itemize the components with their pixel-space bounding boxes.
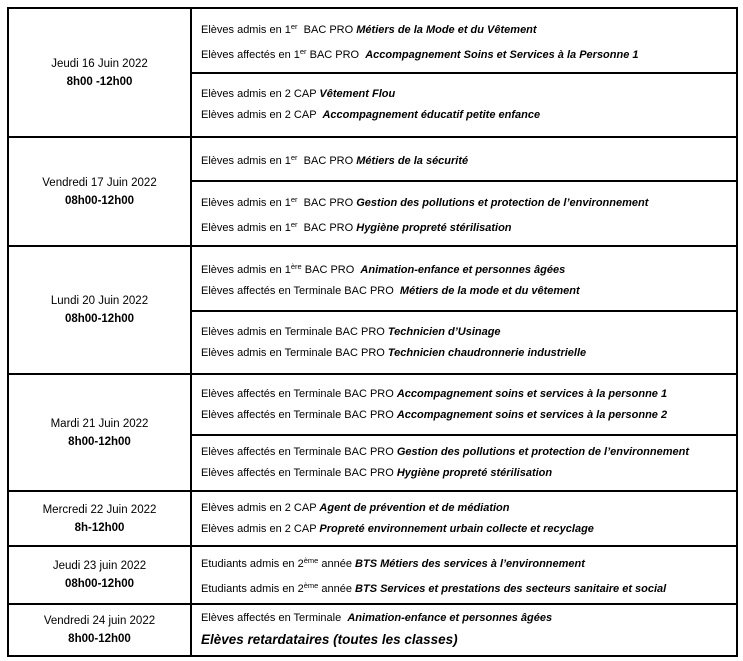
- course-name: Métiers de la Mode et du Vêtement: [356, 23, 537, 36]
- text-segment: Elèves admis en Terminale BAC PRO: [201, 325, 388, 338]
- session-cell: [191, 311, 737, 374]
- text-line: [201, 147, 732, 172]
- time-label: 8h00-12h00: [68, 633, 131, 645]
- ordinal-superscript: er: [290, 21, 298, 31]
- text-segment: Elèves affectés en Terminale BAC PRO: [201, 387, 397, 400]
- text-segment: année: [318, 558, 356, 570]
- date-label: Vendredi 24 juin 2022: [43, 615, 156, 627]
- text-line: [201, 498, 732, 519]
- text-line: [201, 16, 732, 41]
- session-cell: [191, 374, 737, 435]
- text-line: [201, 84, 732, 105]
- course-name: Accompagnement soins et services à la personne 2: [396, 408, 668, 421]
- text-segment: Elèves admis en 1: [201, 221, 291, 234]
- course-name: Gestion des pollutions et protection de l’environnement: [396, 446, 689, 458]
- text-segment: Elèves admis en 2 CAP: [201, 88, 320, 100]
- date-cell: [8, 604, 191, 656]
- text-segment: Elèves affectés en 1: [201, 48, 300, 61]
- text-segment: BAC PRO: [297, 221, 357, 234]
- course-name: Gestion des pollutions et protection de l’environnement: [356, 196, 649, 209]
- course-name: Agent de prévention et de médiation: [319, 501, 510, 514]
- text-line: [201, 463, 732, 484]
- ordinal-superscript: ère: [290, 261, 302, 271]
- session-cell: [191, 246, 737, 311]
- date-label: Mardi 21 Juin 2022: [50, 417, 149, 430]
- session-cell: [191, 435, 737, 491]
- text-line: [201, 214, 732, 239]
- course-name: Animation-enfance et personnes âgées: [347, 612, 553, 624]
- session-cell: [191, 604, 737, 656]
- text-line: [201, 405, 732, 426]
- text-line: [201, 322, 732, 343]
- time-label: 08h00-12h00: [64, 313, 135, 325]
- text-line: [201, 343, 732, 364]
- course-name: Vêtement Flou: [319, 88, 396, 100]
- text-segment: Elèves admis en 1: [201, 154, 291, 167]
- text-segment: BAC PRO: [301, 263, 361, 276]
- text-segment: Elèves affectés en Terminale BAC PRO: [201, 408, 397, 421]
- date-label: Lundi 20 Juin 2022: [50, 295, 149, 307]
- ordinal-superscript: ème: [303, 581, 319, 590]
- course-name: Animation-enfance et personnes âgées: [360, 263, 566, 276]
- text-segment: Elèves affectés en Terminale BAC PRO: [201, 446, 397, 458]
- session-cell: [191, 73, 737, 137]
- course-name: Accompagnement soins et services à la personne 1: [396, 387, 668, 400]
- date-cell: [8, 137, 191, 246]
- text-line: [201, 608, 732, 629]
- date-cell: [8, 491, 191, 546]
- text-line: [201, 41, 732, 66]
- table-row: [8, 137, 737, 181]
- text-line: [201, 575, 732, 600]
- session-cell: [191, 546, 737, 604]
- session-cell: [191, 181, 737, 246]
- course-name: Accompagnement éducatif petite enfance: [322, 109, 541, 121]
- date-label: Mercredi 22 Juin 2022: [42, 503, 157, 516]
- date-label: Vendredi 17 Juin 2022: [42, 176, 157, 189]
- schedule-table: [7, 7, 738, 657]
- course-name: Métiers de la mode et du vêtement: [399, 284, 580, 297]
- text-line: [201, 189, 732, 214]
- time-label: 8h-12h00: [74, 521, 125, 534]
- ordinal-superscript: er: [290, 219, 298, 229]
- text-segment: Elèves affectés en Terminale: [201, 612, 348, 624]
- text-line: [201, 519, 732, 540]
- date-cell: [8, 374, 191, 491]
- time-label: 8h00 -12h00: [66, 75, 133, 88]
- text-segment: Elèves affectés en Terminale BAC PRO: [201, 467, 397, 479]
- text-segment: Elèves admis en 2 CAP: [201, 501, 320, 514]
- text-segment: Elèves admis en Terminale BAC PRO: [201, 346, 388, 359]
- session-cell: [191, 8, 737, 73]
- course-name: Elèves retardataires (toutes les classes): [201, 632, 458, 647]
- session-cell: [191, 491, 737, 546]
- text-segment: BAC PRO: [297, 154, 357, 167]
- date-cell: [8, 546, 191, 604]
- course-name: Accompagnement Soins et Services à la Personne 1: [365, 48, 639, 61]
- table-row: [8, 374, 737, 435]
- text-segment: Elèves affectés en Terminale BAC PRO: [201, 284, 400, 297]
- time-label: 08h00-12h00: [64, 194, 135, 207]
- time-label: 08h00-12h00: [64, 578, 135, 590]
- text-line: [201, 629, 732, 652]
- course-name: Propreté environnement urbain collecte et recyclage: [319, 522, 594, 535]
- text-line: [201, 442, 732, 463]
- course-name: Métiers de la sécurité: [356, 154, 469, 167]
- ordinal-superscript: er: [290, 152, 298, 162]
- text-segment: Elèves admis en 2 CAP: [201, 109, 323, 121]
- date-cell: [8, 8, 191, 137]
- text-line: [201, 384, 732, 405]
- course-name: Hygiène propreté stérilisation: [356, 221, 512, 234]
- text-line: [201, 105, 732, 126]
- text-segment: année: [318, 583, 356, 595]
- text-segment: BAC PRO: [297, 196, 357, 209]
- course-name: Hygiène propreté stérilisation: [396, 467, 553, 479]
- course-name: BTS Services et prestations des secteurs sanitaire et social: [355, 583, 667, 595]
- text-segment: Elèves admis en 2 CAP: [201, 522, 320, 535]
- text-segment: Etudiants admis en 2: [201, 558, 304, 570]
- time-label: 8h00-12h00: [68, 435, 131, 448]
- ordinal-superscript: ème: [303, 556, 319, 565]
- table-row: [8, 246, 737, 311]
- text-segment: BAC PRO: [297, 23, 357, 36]
- table-row: [8, 491, 737, 546]
- text-segment: Etudiants admis en 2: [201, 583, 304, 595]
- text-segment: Elèves admis en 1: [201, 196, 291, 209]
- table-row: [8, 546, 737, 604]
- text-segment: BAC PRO: [306, 48, 366, 61]
- ordinal-superscript: er: [299, 46, 307, 56]
- course-name: BTS Métiers des services à l’environnement: [355, 558, 585, 570]
- text-line: [201, 550, 732, 575]
- date-cell: [8, 246, 191, 374]
- table-row: [8, 8, 737, 73]
- table-row: [8, 604, 737, 656]
- date-label: Jeudi 16 Juin 2022: [51, 57, 148, 70]
- text-segment: Elèves admis en 1: [201, 23, 291, 36]
- ordinal-superscript: er: [290, 194, 298, 204]
- course-name: Technicien d’Usinage: [387, 325, 501, 338]
- text-line: [201, 256, 732, 281]
- session-cell: [191, 137, 737, 181]
- course-name: Technicien chaudronnerie industrielle: [387, 346, 587, 359]
- text-line: [201, 281, 732, 302]
- text-segment: Elèves admis en 1: [201, 263, 291, 276]
- date-label: Jeudi 23 juin 2022: [52, 560, 147, 572]
